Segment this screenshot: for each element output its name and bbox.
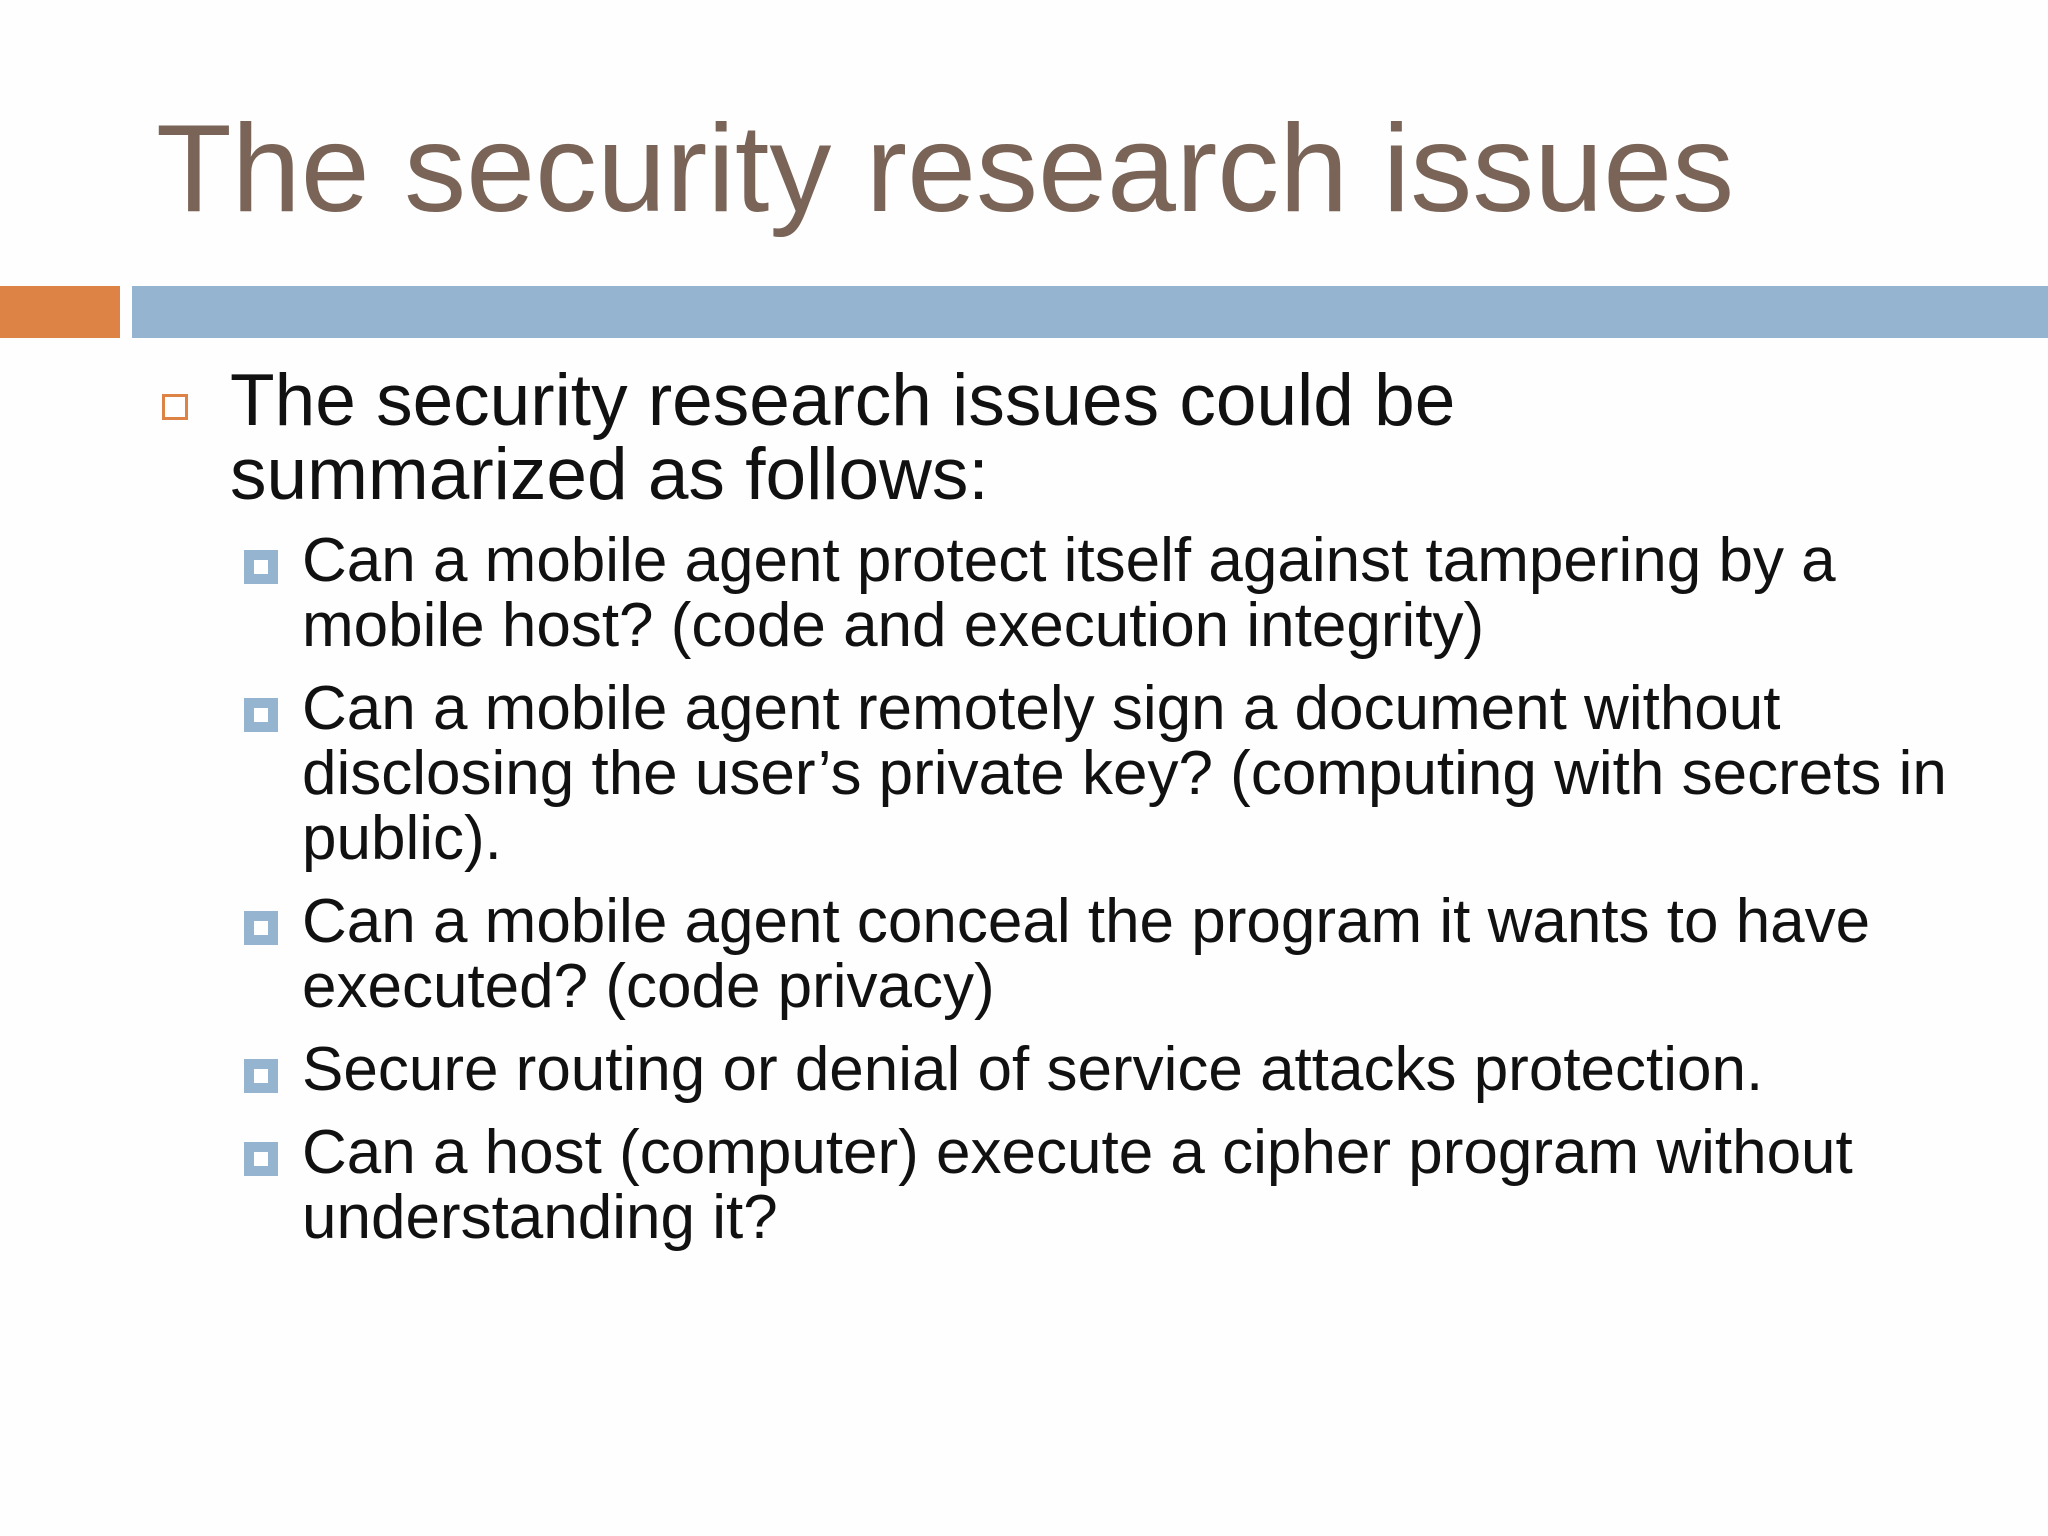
hollow-square-bullet-icon — [162, 394, 188, 420]
sub-bullet-item — [302, 528, 2002, 658]
bullet-level1-text: The security research issues could be summarized as follows: — [230, 360, 1456, 515]
square-bullet-icon — [244, 1142, 278, 1176]
sub-bullet-item — [302, 676, 2002, 871]
sub-bullet-item — [302, 889, 2002, 1019]
sub-bullet-text: Secure routing or denial of service attacks protection. — [302, 1035, 1764, 1104]
sub-bullet-item — [302, 1120, 2002, 1250]
sub-bullet-item — [302, 1037, 2002, 1102]
square-bullet-icon — [244, 1059, 278, 1093]
sub-bullet-text: Can a mobile agent remotely sign a document without disclosing the user’s private key? (computing with secrets in public). — [302, 674, 1947, 873]
sub-bullet-list — [302, 528, 2002, 1268]
slide-title: The security research issues — [156, 100, 1735, 238]
sub-bullet-text: Can a mobile agent protect itself against tampering by a mobile host? (code and execution integrity) — [302, 526, 1836, 660]
square-bullet-icon — [244, 911, 278, 945]
sub-bullet-text: Can a mobile agent conceal the program it wants to have executed? (code privacy) — [302, 887, 1871, 1021]
square-bullet-icon — [244, 550, 278, 584]
sub-bullet-text: Can a host (computer) execute a cipher program without understanding it? — [302, 1118, 1853, 1252]
square-bullet-icon — [244, 698, 278, 732]
